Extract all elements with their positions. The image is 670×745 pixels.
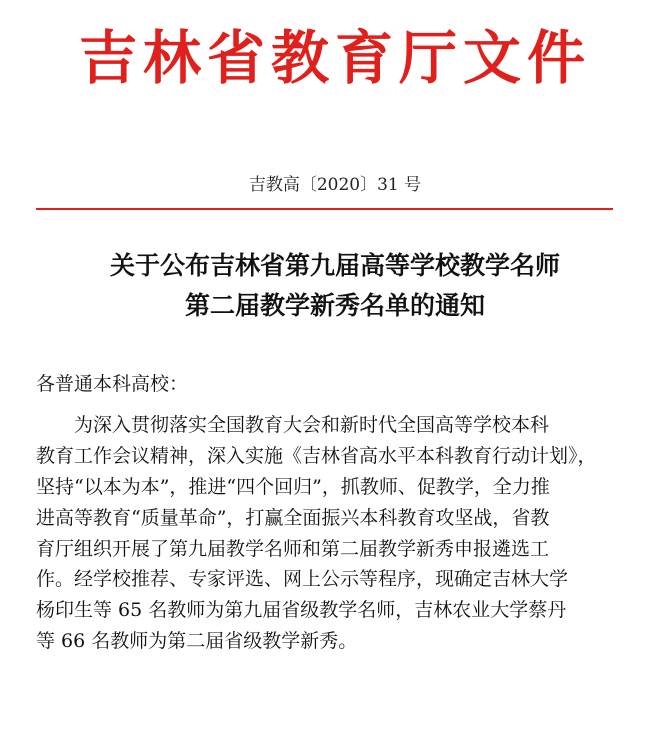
document-number: 吉教高〔2020〕31 号 xyxy=(248,175,422,195)
salutation: 各普通本科高校： xyxy=(36,373,189,395)
body-line: 杨印生等 65 名教师为第九届省级教学名师，吉林农业大学蔡丹 xyxy=(36,599,567,622)
notice-title-line-1: 关于公布吉林省第九届高等学校教学名师 xyxy=(109,251,560,280)
body-line: 教育工作会议精神，深入实施《吉林省高水平本科教育行动计划》， xyxy=(36,444,597,467)
notice-title-line-2: 第二届教学新秀名单的通知 xyxy=(184,291,485,320)
notice-title xyxy=(0,246,670,326)
document-header-title: 吉林省教育厅文件 xyxy=(78,24,591,92)
body-line: 进高等教育“质量革命”，打赢全面振兴本科教育攻坚战，省教 xyxy=(36,506,550,529)
body-line: 等 66 名教师为第二届省级教学新秀。 xyxy=(36,630,358,653)
body-line: 坚持“以本为本”，推进“四个回归”，抓教师、促教学，全力推 xyxy=(36,475,550,498)
body-line: 作。经学校推荐、专家评选、网上公示等程序，现确定吉林大学 xyxy=(36,568,569,591)
body-line: 为深入贯彻落实全国教育大会和新时代全国高等学校本科 xyxy=(74,414,550,436)
body-line: 育厅组织开展了第九届教学名师和第二届教学新秀申报遴选工 xyxy=(36,537,550,560)
red-divider-line xyxy=(36,208,613,210)
body-paragraph xyxy=(36,410,632,657)
